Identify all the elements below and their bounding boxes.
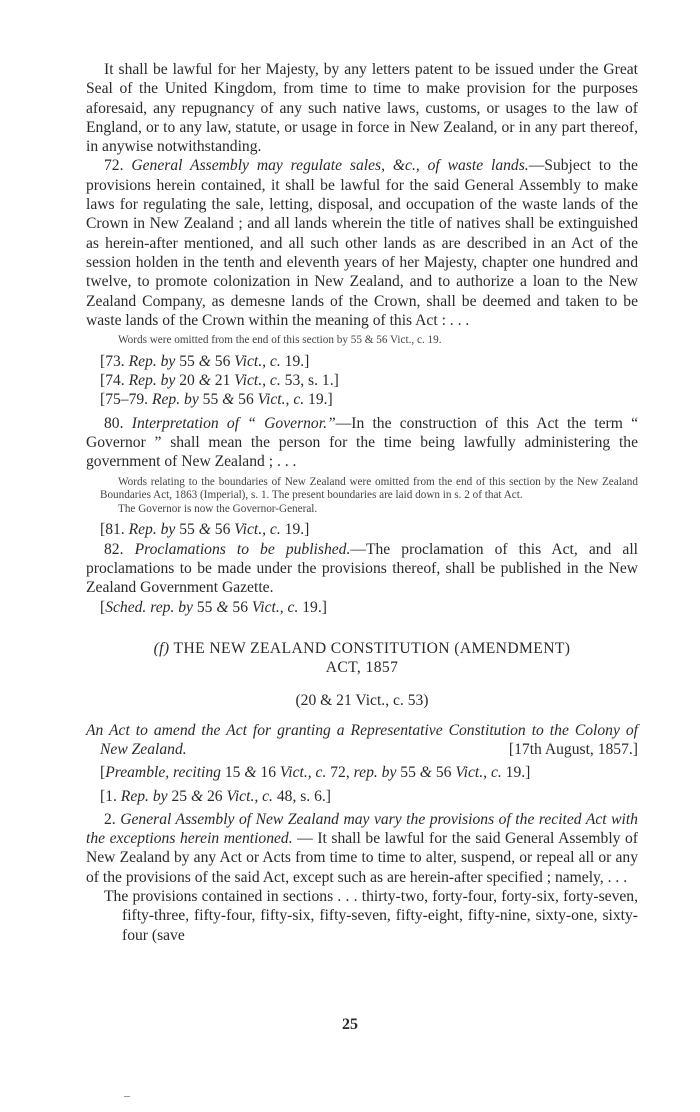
repeal-73: [73. Rep. by 55 & 56 Vict., c. 19.] [100,352,310,370]
act-long-title: An Act to amend the Act for granting a Representative Constitution to the Colony of New Zealand. [17th August, 1857.] [86,721,638,758]
section-72-text: —Subject to the provisions herein contained, it shall be lawful for the said General Assembly to make laws for regulating the sale, letting, disposal, and occupation of the waste lands of the Crown in New Zealand ; and all lands wherein the title of natives shall be extinguished as herein-after mentioned, and all such other lands as are described in an Act of the session holden in the tenth and eleventh years of her Majesty, chapter one hundred and twelve, to promote colonization in New Zealand, and to authorize a loan to the New Zealand Company, as demesne lands of the Crown, shall be deemed and taken to be waste lands of the Crown within the meaning of this Act : . . . [86,157,638,329]
repeal-75-79: [75–79. Rep. by 55 & 56 Vict., c. 19.] [100,391,333,409]
section-82-heading: Proclamations to be published. [134,540,351,558]
section-80 [86,414,638,472]
act-heading-line-2: ACT, 1857 [325,659,399,677]
section-82-number: 82. [104,540,124,558]
section-2-heading: General Assembly of New Zealand may vary the provisions of the recited Act with the exceptions herein mentioned. [86,810,638,848]
section-80-text: —In the construction of this Act the term “ Governor ” shall mean the person for the time being lawfully administering the government of New Zealand ; . . . [86,414,638,471]
note-section-72: Words were omitted from the end of this section by 55 & 56 Vict., c. 19. [118,334,442,347]
section-2 [86,810,638,887]
act-heading-line-1: (f) THE NEW ZEALAND CONSTITUTION (AMENDMENT) [153,639,571,657]
paragraph-lawful-provision: It shall be lawful for her Majesty, by any letters patent to be issued under the Great Seal of the United Kingdom, from time to time to make provision for the purposes aforesaid, any repugnancy of any such native laws, customs, or usages to the law of England, or to any law, statute, or usage in force in New Zealand, or in any part thereof, in anywise notwithstanding. [86,61,638,156]
document-body [86,60,638,945]
repeal-section-1: [1. Rep. by 25 & 26 Vict., c. 48, s. 6.] [100,787,331,805]
section-82-text: —The proclamation of this Act, and all proclamations to be made under the provisions thereof, shall be published in the New Zealand Government Gazette. [86,540,638,597]
section-2-text: — It shall be lawful for the said General Assembly of New Zealand by any Act or Acts from time to time to alter, suspend, or repeal all or any of the provisions of the said Act, except such as are herein-after specified ; namely, . . . [86,830,638,886]
section-2-number: 2. [104,810,116,828]
section-80-heading: Interpretation of “ Governor.” [131,414,336,432]
schedule-repeal: [Sched. rep. by 55 & 56 Vict., c. 19.] [100,598,327,616]
note-section-80-boundaries: Words relating to the boundaries of New Zealand were omitted from the end of this section by the New Zealand Boundaries Act, 1863 (Imperial), s. 1. The present boundaries are laid down in s. 2 of that Act. [100,475,638,502]
note-section-80-governor: The Governor is now the Governor-General. [118,502,318,515]
margin-mark [124,1096,130,1097]
section-80-number: 80. [104,414,124,432]
section-82 [86,540,638,598]
repeal-81: [81. Rep. by 55 & 56 Vict., c. 19.] [100,521,310,539]
act-date: [17th August, 1857.] [508,740,638,758]
preamble-note: [Preamble, reciting 15 & 16 Vict., c. 72, rep. by 55 & 56 Vict., c. 19.] [100,764,531,782]
section-72-number: 72. [104,157,124,175]
act-citation: (20 & 21 Vict., c. 53) [295,692,429,710]
repeal-74: [74. Rep. by 20 & 21 Vict., c. 53, s. 1.] [100,372,339,390]
section-72 [86,156,638,330]
act-heading [86,639,638,678]
section-72-heading: General Assembly may regulate sales, &c., of waste lands. [131,157,529,175]
page-number: 25 [342,1016,358,1033]
note-section-80 [100,476,638,517]
provisions-list: The provisions contained in sections . . . thirty-two, forty-four, forty-six, forty-seven, fifty-three, fifty-four, fifty-six, fifty-seven, fifty-eight, fifty-nine, sixty-one, sixty-four (save [104,888,638,944]
